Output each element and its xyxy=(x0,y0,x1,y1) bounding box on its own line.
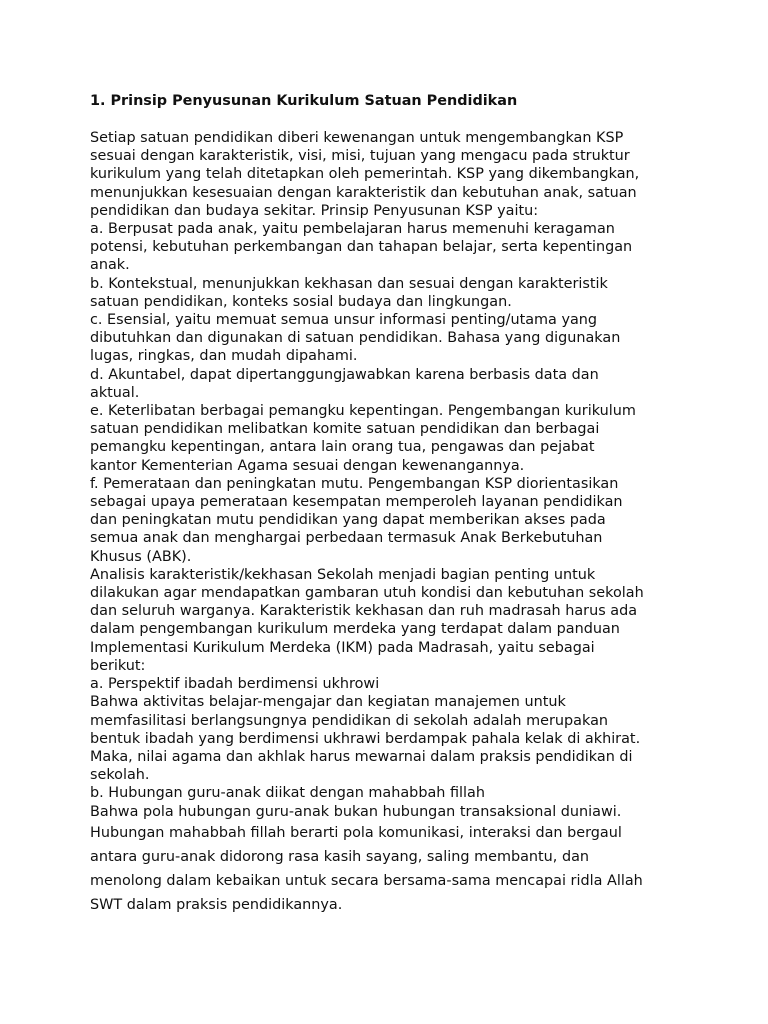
text-line: sebagai upaya pemerataan kesempatan memperoleh layanan pendidikan xyxy=(90,494,623,511)
text-line: memfasilitasi berlangsungnya pendidikan di sekolah adalah merupakan xyxy=(90,712,609,729)
text-line: SWT dalam praksis pendidikannya. xyxy=(90,896,343,913)
text-line: dilakukan agar mendapatkan gambaran utuh kondisi dan kebutuhan sekolah xyxy=(90,585,644,602)
text-line: Setiap satuan pendidikan diberi kewenangan untuk mengembangkan KSP xyxy=(90,130,624,146)
text-line: Analisis karakteristik/kekhasan Sekolah menjadi bagian penting untuk xyxy=(90,566,596,583)
text-line: bentuk ibadah yang berdimensi ukhrawi berdampak pahala kelak di akhirat. xyxy=(90,730,641,747)
text-line: a. Perspektif ibadah berdimensi ukhrowi xyxy=(90,676,380,693)
text-line: sekolah. xyxy=(90,767,150,784)
text-line: c. Esensial, yaitu memuat semua unsur informasi penting/utama yang xyxy=(90,312,598,329)
text-line: e. Keterlibatan berbagai pemangku kepentingan. Pengembangan kurikulum xyxy=(90,403,636,420)
text-line: kantor Kementerian Agama sesuai dengan kewenangannya. xyxy=(90,457,525,474)
text-line: dan peningkatan mutu pendidikan yang dapat memberikan akses pada xyxy=(90,512,606,529)
text-line: menolong dalam kebaikan untuk secara bersama-sama mencapai ridla Allah xyxy=(90,872,643,889)
text-line: satuan pendidikan melibatkan komite satuan pendidikan dan berbagai xyxy=(90,421,600,438)
text-line: potensi, kebutuhan perkembangan dan tahapan belajar, serta kepentingan xyxy=(90,239,633,256)
document-page xyxy=(90,92,680,917)
text-line: lugas, ringkas, dan mudah dipahami. xyxy=(90,348,358,365)
text-line: f. Pemerataan dan peningkatan mutu. Pengembangan KSP diorientasikan xyxy=(90,475,619,492)
text-line: sesuai dengan karakteristik, visi, misi, tujuan yang mengacu pada struktur xyxy=(90,148,630,165)
text-line: dalam pengembangan kurikulum merdeka yang terdapat dalam panduan xyxy=(90,621,620,638)
closing-paragraph xyxy=(90,821,680,917)
text-line: anak. xyxy=(90,257,130,274)
text-line: b. Kontekstual, menunjukkan kekhasan dan sesuai dengan karakteristik xyxy=(90,275,608,292)
text-line: Bahwa pola hubungan guru-anak bukan hubungan transaksional duniawi. xyxy=(90,803,622,820)
text-line: berikut: xyxy=(90,657,146,674)
text-line: dibutuhkan dan digunakan di satuan pendidikan. Bahasa yang digunakan xyxy=(90,330,621,347)
text-line: antara guru-anak didorong rasa kasih sayang, saling membantu, dan xyxy=(90,848,590,865)
text-line: menunjukkan kesesuaian dengan karakteristik dan kebutuhan anak, satuan xyxy=(90,184,637,201)
text-line: Implementasi Kurikulum Merdeka (IKM) pada Madrasah, yaitu sebagai xyxy=(90,639,595,656)
text-line: Hubungan mahabbah fillah berarti pola komunikasi, interaksi dan bergaul xyxy=(90,824,622,841)
text-line: satuan pendidikan, konteks sosial budaya dan lingkungan. xyxy=(90,293,512,310)
text-line: pendidikan dan budaya sekitar. Prinsip Penyusunan KSP yaitu: xyxy=(90,202,539,219)
heading-spacer xyxy=(90,111,680,129)
text-line: dan seluruh warganya. Karakteristik kekhasan dan ruh madrasah harus ada xyxy=(90,603,638,620)
text-line: Bahwa aktivitas belajar-mengajar dan kegiatan manajemen untuk xyxy=(90,694,566,711)
text-line: semua anak dan menghargai perbedaan termasuk Anak Berkebutuhan xyxy=(90,530,603,547)
text-line: a. Berpusat pada anak, yaitu pembelajaran harus memenuhi keragaman xyxy=(90,221,615,238)
text-line: d. Akuntabel, dapat dipertanggungjawabkan karena berbasis data dan xyxy=(90,366,599,383)
section-heading: 1. Prinsip Penyusunan Kurikulum Satuan Pendidikan xyxy=(90,93,518,109)
text-line: Khusus (ABK). xyxy=(90,548,192,565)
text-line: Maka, nilai agama dan akhlak harus mewarnai dalam praksis pendidikan di xyxy=(90,748,633,765)
text-line: kurikulum yang telah ditetapkan oleh pemerintah. KSP yang dikembangkan, xyxy=(90,166,640,183)
text-line: b. Hubungan guru-anak diikat dengan mahabbah fillah xyxy=(90,785,485,802)
text-line: pemangku kepentingan, antara lain orang tua, pengawas dan pejabat xyxy=(90,439,595,456)
body-paragraph xyxy=(90,129,680,821)
text-line: aktual. xyxy=(90,384,140,401)
